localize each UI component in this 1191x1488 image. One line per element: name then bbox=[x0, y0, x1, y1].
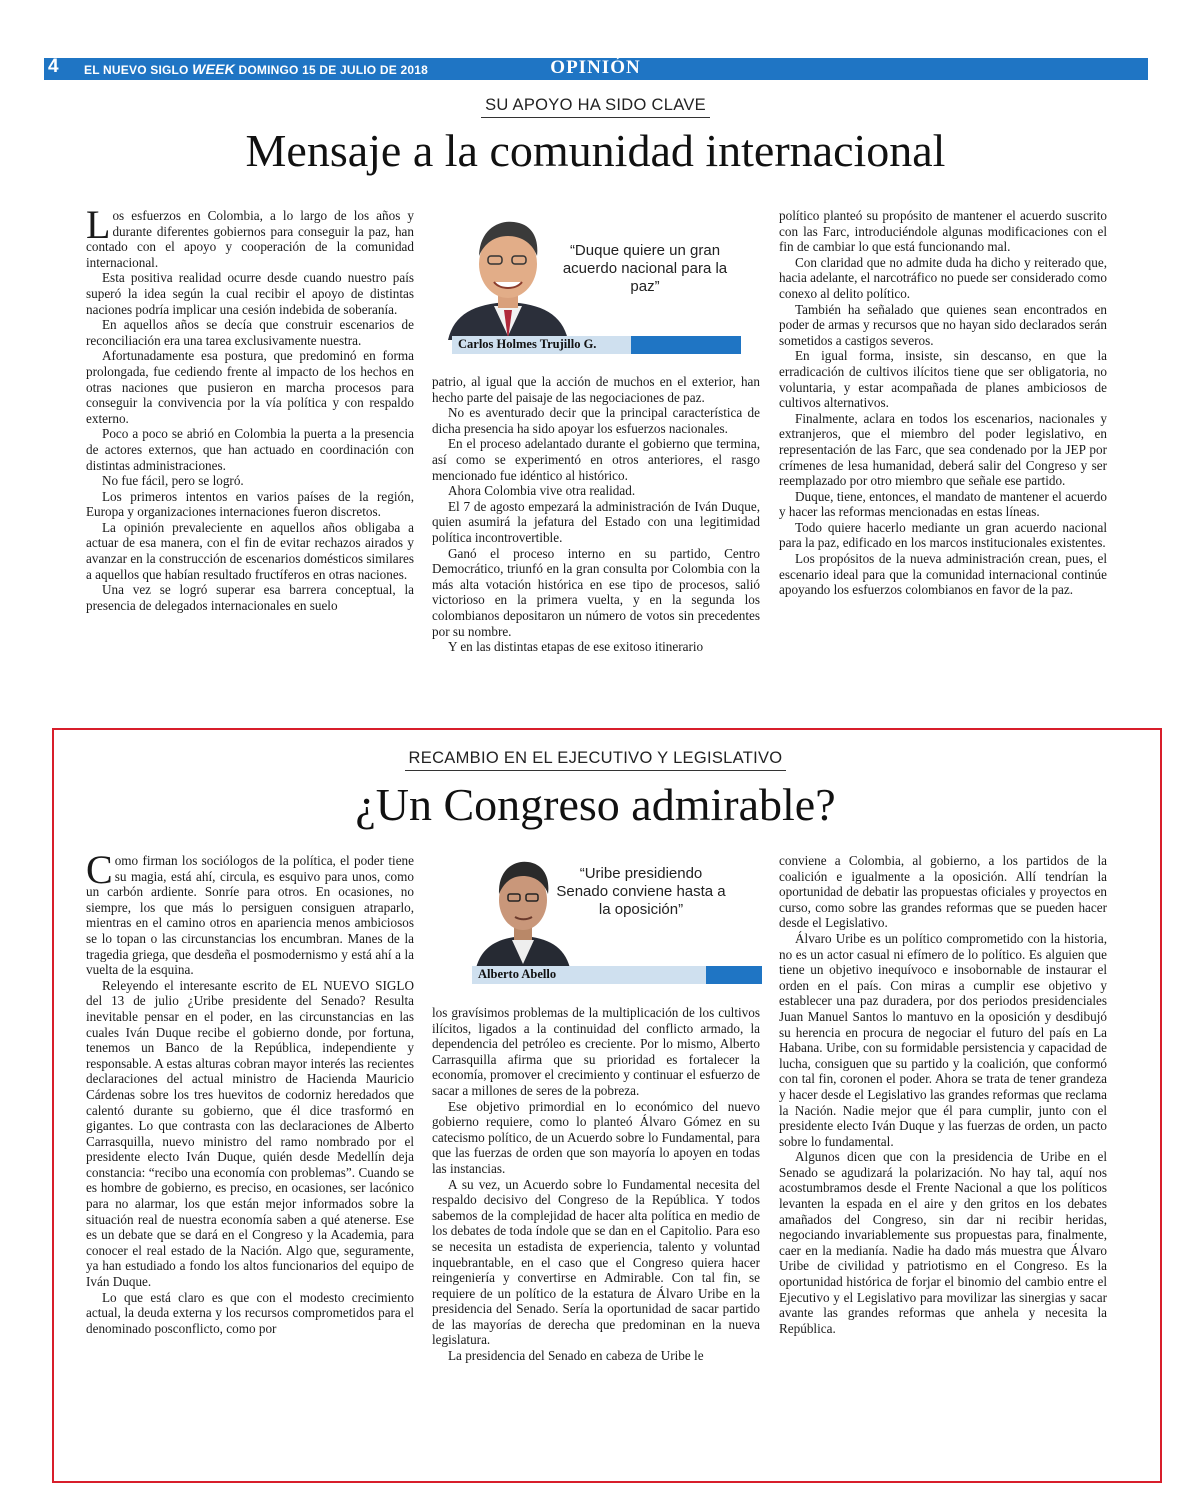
paragraph: Poco a poco se abrió en Colombia la puerta a la presencia de actores externos, que han actuado en coordinación con distintas administraciones. bbox=[86, 426, 414, 473]
drop-cap: C bbox=[86, 847, 113, 892]
paragraph: También ha señalado que quienes sean encontrados en poder de armas y recursos que no hayan sido declarados serán sometidos a castigos severos. bbox=[779, 301, 1107, 348]
author2-caption-bar bbox=[472, 966, 762, 984]
article1-kicker-text: SU APOYO HA SIDO CLAVE bbox=[481, 96, 710, 118]
paragraph: A su vez, un Acuerdo sobre lo Fundamental necesita del respaldo decisivo del Congreso de la República. Y todos sabemos de la complejidad de hacer alta política en medio de los debates de toda índole que se dan en el Capitolio. Para eso se necesita un estadista de experiencia, talento y voluntad inquebrantable, en el caso que el Congreso quiera hacer reingeniería y convertirse en Admirable. Con tal fin, se requiere de un político de la estatura de Álvaro Uribe en la presidencia del Senado. Sería la oportunidad de sacar partido de las mayorías de derecha que predominan en la nueva legislatura. bbox=[432, 1176, 760, 1348]
article2-column-1 bbox=[86, 847, 414, 1336]
paragraph: los gravísimos problemas de la multiplicación de los cultivos ilícitos, ligados a la continuidad del conflicto armado, la dependencia del petróleo es creciente. Por lo mismo, Alberto Carrasquilla afirma que su prioridad es fortalecer la economía, promover el crecimiento y continuar el esfuerzo de sacar a millones de seres de la pobreza. bbox=[432, 1005, 760, 1098]
paragraph: Los esfuerzos en Colombia, a lo largo de los años y durante diferentes gobiernos para conseguir la paz, han contado con el apoyo y cooperación de la comunidad internacional. bbox=[86, 202, 414, 270]
paragraph: Con claridad que no admite duda ha dicho y reiterado que, hacia adelante, el narcotráfico no puede ser considerado como conexo al delito político. bbox=[779, 254, 1107, 301]
paragraph: Los primeros intentos en varios países de la región, Europa y organizaciones internaciones fueron discretos. bbox=[86, 488, 414, 520]
author1-name: Carlos Holmes Trujillo G. bbox=[458, 337, 597, 351]
paragraph: conviene a Colombia, al gobierno, a los partidos de la coalición e igualmente a la oposición. Allí tendrían la oportunidad de debatir las propuestas oficiales y proyectos en curso, como sobre las grandes reformas que se pueden hacer desde el Legislativo. bbox=[779, 853, 1107, 931]
article1-column-1 bbox=[86, 202, 414, 613]
article2-column-3 bbox=[779, 853, 1107, 1336]
drop-cap: L bbox=[86, 202, 111, 247]
issue-date: DOMINGO 15 DE JULIO DE 2018 bbox=[238, 63, 428, 77]
paragraph: Afortunadamente esa postura, que predominó en forma prolongada, fue cediendo frente al impacto de los hechos en otras naciones que pusieron en marcha procesos para conseguir la convivencia por la vía política y con respaldo externo. bbox=[86, 348, 414, 426]
author1-caption-bar bbox=[452, 336, 741, 354]
paper-name: EL NUEVO SIGLO bbox=[84, 63, 189, 77]
page-number: 4 bbox=[48, 56, 59, 77]
paragraph: Releyendo el interesante escrito de EL NUEVO SIGLO del 13 de julio ¿Uribe presidente del Senado? Resulta inevitable pensar en el poder, en las circunstancias en las cuales Iván Duque recibe el gobierno donde, por fortuna, tenemos un Banco de la República, independiente y responsable. A estas alturas cobran mayor interés las recientes declaraciones del actual ministro de Hacienda Mauricio Cárdenas sobre los tres huevitos de codorniz heredados que calentó durante su gobierno, que él dice trasformó en gigantes. Lo que contrasta con las declaraciones de Alberto Carrasquilla, nuevo ministro del ramo nombrado por el presidente electo Iván Duque, quién desde Medellín deja constancia: “recibo una economía con problemas”. Cuando se es hombre de gobierno, es preciso, en ocasiones, ser lacónico para no alarmar, los que están mejor informados sobre la situación real de nuestra economía saben a qué atenerse. Ese es un debate que se dará en el Congreso y la Academia, para conocer el real estado de la Nación. Algo que, seguramente, ya han estudiado a fondo los altos funcionarios del equipo de Iván Duque. bbox=[86, 977, 414, 1290]
paragraph: Ahora Colombia vive otra realidad. bbox=[448, 483, 636, 499]
paragraph: El 7 de agosto empezará la administración de Iván Duque, quien asumirá la jefatura del Estado con una legitimidad política incontrovertible. bbox=[432, 498, 760, 545]
paragraph: Lo que está claro es que con el modesto crecimiento actual, la deuda externa y los recursos comprometidos para el denominado posconflicto, como por bbox=[86, 1289, 414, 1336]
article1-column-3 bbox=[779, 208, 1107, 598]
author2-name: Alberto Abello bbox=[478, 967, 557, 981]
article2-pull-quote: “Uribe presidiendo Senado conviene hasta a la oposición” bbox=[556, 865, 726, 918]
paragraph: Finalmente, aclara en todos los escenarios, nacionales y extranjeros, que el miembro del poder legislativo, en representación de las Farc, que sea condenado por la JEP por crímenes de lesa humanidad, deberá salir del Congreso y ser reemplazado por otro miembro que señale ese partido. bbox=[779, 410, 1107, 489]
caption-accent bbox=[706, 966, 762, 984]
paragraph: En aquellos años se decía que construir escenarios de reconciliación era una tarea exclusivamente nuestra. bbox=[86, 317, 414, 348]
article2-column-2 bbox=[432, 1005, 760, 1364]
paragraph: Algunos dicen que con la presidencia de Uribe en el Senado se agudizará la polarización. No hay tal, aquí nos acostumbramos desde el Frente Nacional a que los políticos levanten la espada en el aire y den gritos en los debates amañados del Congreso, sin dar ni recibir heridas, negociando invariablemente sus propuestas para, finalmente, caer en la medianía. Nadie ha dado más muestra que Álvaro Uribe de civilidad y patriotismo en el Congreso. Es la oportunidad histórica de forjar el binomio del cambio entre el Ejecutivo y el Legislativo para movilizar las sinergias y sacar avante las grandes reformas que anhela y necesita la República. bbox=[779, 1149, 1107, 1336]
author1-photo bbox=[444, 206, 572, 340]
paragraph: No es aventurado decir que la principal característica de dicha presencia ha sido apoyar los esfuerzos nacionales. bbox=[432, 405, 760, 436]
paragraph: Esta positiva realidad ocurre desde cuando nuestro país superó la idea según la cual recibir el apoyo de distintas naciones podría implicar una cesión indebida de soberanía. bbox=[86, 270, 414, 317]
paragraph: Álvaro Uribe es un político comprometido con la historia, no es un actor casual ni efímero de lo político. Es alguien que tiene un objetivo inequívoco e insobornable de instaurar el orden en el país. Con miras a cumplir ese objetivo y establecer una paz duradera, por dos periodos presidenciales Juan Manuel Santos lo mantuvo en la oposición y desdibujó su herencia en procura de negociar el futuro del país en La Habana. Uribe, con su formidable persistencia y capacidad de lucha, consiguen que su partido y la coalición, que conformó con tal fin, coronen el poder. Ahora se trata de tener grandeza y hacer desde el Legislativo las grandes reformas que reclama la Nación. Nadie mejor que él para cumplir, junto con el presidente electo Iván Duque y las fuerzas de orden, un pacto sobre lo fundamental. bbox=[779, 930, 1107, 1149]
section-title: OPINIÓN bbox=[550, 57, 641, 78]
paragraph: Los propósitos de la nueva administración crean, pues, el escenario ideal para que la comunidad internacional continúe apoyando los esfuerzos colombianos en favor de la paz. bbox=[779, 551, 1107, 598]
article1-column-2 bbox=[432, 374, 760, 655]
paragraph: Ganó el proceso interno en su partido, Centro Democrático, triunfó en la gran consulta por Colombia con la más alta votación histórica en ese tipo de procesos, salió victorioso en la primera vuelta, y en la segunda los colombianos depositaron un número de votos sin precedentes por su nombre. bbox=[432, 545, 760, 639]
paragraph: Una vez se logró superar esa barrera conceptual, la presencia de delegados internacionales en suelo bbox=[86, 582, 414, 613]
article1-pull-quote: “Duque quiere un gran acuerdo nacional para la paz” bbox=[562, 242, 728, 295]
article2-headline: ¿Un Congreso admirable? bbox=[355, 779, 836, 830]
paragraph: Duque, tiene, entonces, el mandato de mantener el acuerdo y hacer las reformas mencionadas en estas líneas. bbox=[779, 488, 1107, 520]
paragraph: No fue fácil, pero se logró. bbox=[102, 473, 244, 489]
paragraph: Como firman los sociólogos de la política, el poder tiene su magia, está ahí, circula, es esquivo para unos, como un carbón ardiente. Sonríe para otros. En ocasiones, no siempre, los que más lo persiguen consiguen atraparlo, mientras en el camino otros en apariencia menos ambiciosos se lo topan o las circunstancias los encumbran. Manes de la tragedia griega, que desdeña el posmodernismo y está ahí a la vuelta de la esquina. bbox=[86, 847, 414, 978]
paragraph: En igual forma, insiste, sin descanso, en que la erradicación de cultivos ilícitos tiene que ser obligatoria, no voluntaria, y estar acompañada de planes ambiciosos de cultivos alternativos. bbox=[779, 348, 1107, 411]
paragraph: La opinión prevaleciente en aquellos años obligaba a actuar de esa manera, con el fin de evitar rechazos airados y avanzar en la construcción de escenarios domésticos similares a aquellos que habían resultado fructíferos en otras naciones. bbox=[86, 519, 414, 582]
paragraph: Y en las distintas etapas de ese exitoso itinerario bbox=[448, 639, 704, 655]
article2-kicker bbox=[0, 749, 1191, 771]
article1-kicker bbox=[0, 96, 1191, 118]
paragraph: patrio, al igual que la acción de muchos en el exterior, han hecho parte del paisaje de las negociaciones de paz. bbox=[432, 374, 760, 405]
article2-kicker-text: RECAMBIO EN EL EJECUTIVO Y LEGISLATIVO bbox=[405, 749, 787, 771]
paragraph: En el proceso adelantado durante el gobierno que termina, así como se experimentó en otros anteriores, el rasgo mencionado fue idéntico al histórico. bbox=[432, 436, 760, 483]
paragraph: Todo quiere hacerlo mediante un gran acuerdo nacional para la paz, edificado en los marcos institucionales existentes. bbox=[779, 519, 1107, 551]
author1-portrait-image bbox=[444, 206, 572, 340]
paragraph: político planteó su propósito de mantener el acuerdo suscrito con las Farc, introduciéndole algunas modificaciones con el fin de cambiar lo que está funcionando mal. bbox=[779, 208, 1107, 255]
paragraph: La presidencia del Senado en cabeza de Uribe le bbox=[448, 1348, 704, 1364]
paragraph: Ese objetivo primordial en lo económico del nuevo gobierno requiere, como lo planteó Álvaro Gómez en su catecismo político, de un Acuerdo sobre lo Fundamental, para que las fuerzas de orden que son mayoría lo apoyen en todas las instancias. bbox=[432, 1098, 760, 1176]
article1-headline: Mensaje a la comunidad internacional bbox=[245, 125, 946, 176]
caption-accent bbox=[631, 336, 741, 354]
edition-name: WEEK bbox=[192, 61, 235, 77]
